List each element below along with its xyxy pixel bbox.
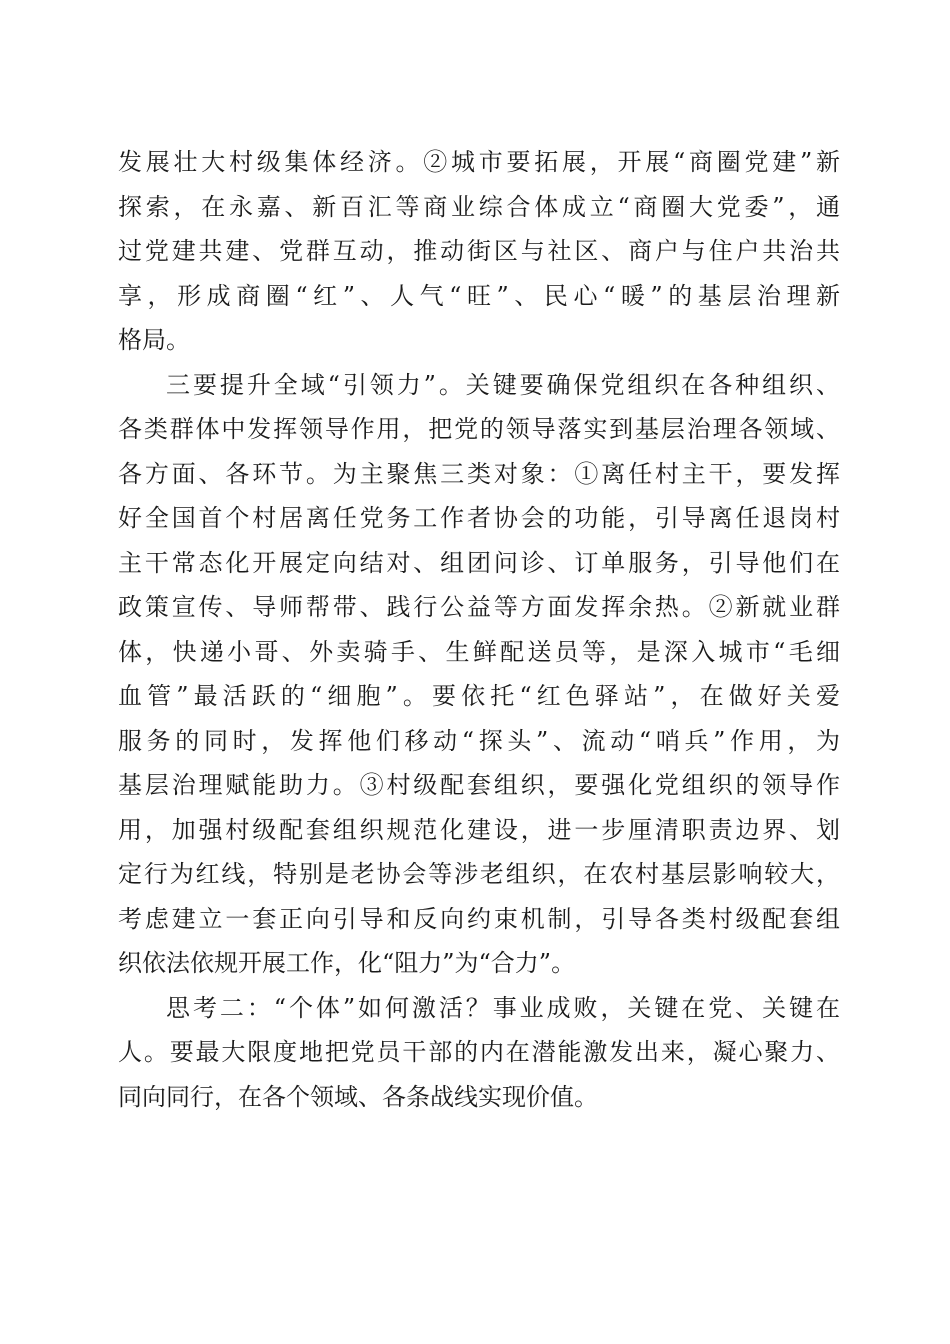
text-line: 各类群体中发挥领导作用，把党的领导落实到基层治理各领域、 bbox=[118, 415, 840, 443]
text-line: 织依法依规开展工作，化“阻力”为“合力”。 bbox=[118, 949, 576, 977]
text-line: 享，形成商圈“红”、人气“旺”、民心“暖”的基层治理新 bbox=[118, 281, 840, 310]
text-line: 服务的同时，发挥他们移动“探头”、流动“哨兵”作用，为 bbox=[118, 726, 840, 755]
text-line: 人。要最大限度地把党员干部的内在潜能激发出来，凝心聚力、 bbox=[118, 1038, 840, 1066]
text-line: 过党建共建、党群互动，推动街区与社区、商户与住户共治共 bbox=[118, 237, 840, 265]
paragraph-first-line: 三要提升全域“引领力”。关键要确保党组织在各种组织、 bbox=[166, 370, 840, 399]
text-line: 考虑建立一套正向引导和反向约束机制，引导各类村级配套组 bbox=[118, 904, 840, 933]
text-line: 各方面、各环节。为主聚焦三类对象：①离任村主干，要发挥 bbox=[118, 459, 840, 488]
text-line: 定行为红线，特别是老协会等涉老组织，在农村基层影响较大， bbox=[118, 860, 840, 888]
text-line: 体，快递小哥、外卖骑手、生鲜配送员等，是深入城市“毛细 bbox=[118, 637, 840, 666]
text-line: 发展壮大村级集体经济。②城市要拓展，开展“商圈党建”新 bbox=[118, 148, 840, 176]
text-line: 主干常态化开展定向结对、组团问诊、订单服务，引导他们在 bbox=[118, 548, 840, 577]
text-line: 血管”最活跃的“细胞”。要依托“红色驿站”，在做好关爱 bbox=[118, 682, 840, 710]
text-line: 用，加强村级配套组织规范化建设，进一步厘清职责边界、划 bbox=[118, 815, 840, 844]
text-line: 基层治理赋能助力。③村级配套组织，要强化党组织的领导作 bbox=[118, 771, 840, 799]
text-line: 探索，在永嘉、新百汇等商业综合体成立“商圈大党委”，通 bbox=[118, 192, 840, 221]
text-line: 同向同行，在各个领域、各条战线实现价值。 bbox=[118, 1082, 598, 1111]
text-line: 格局。 bbox=[118, 326, 190, 354]
document-body bbox=[118, 140, 840, 1119]
paragraph-first-line: 思考二：“个体”如何激活？事业成败，关键在党、关键在 bbox=[166, 993, 840, 1022]
text-line: 好全国首个村居离任党务工作者协会的功能，引导离任退岗村 bbox=[118, 504, 840, 532]
text-line: 政策宣传、导师帮带、践行公益等方面发挥余热。②新就业群 bbox=[118, 593, 840, 621]
